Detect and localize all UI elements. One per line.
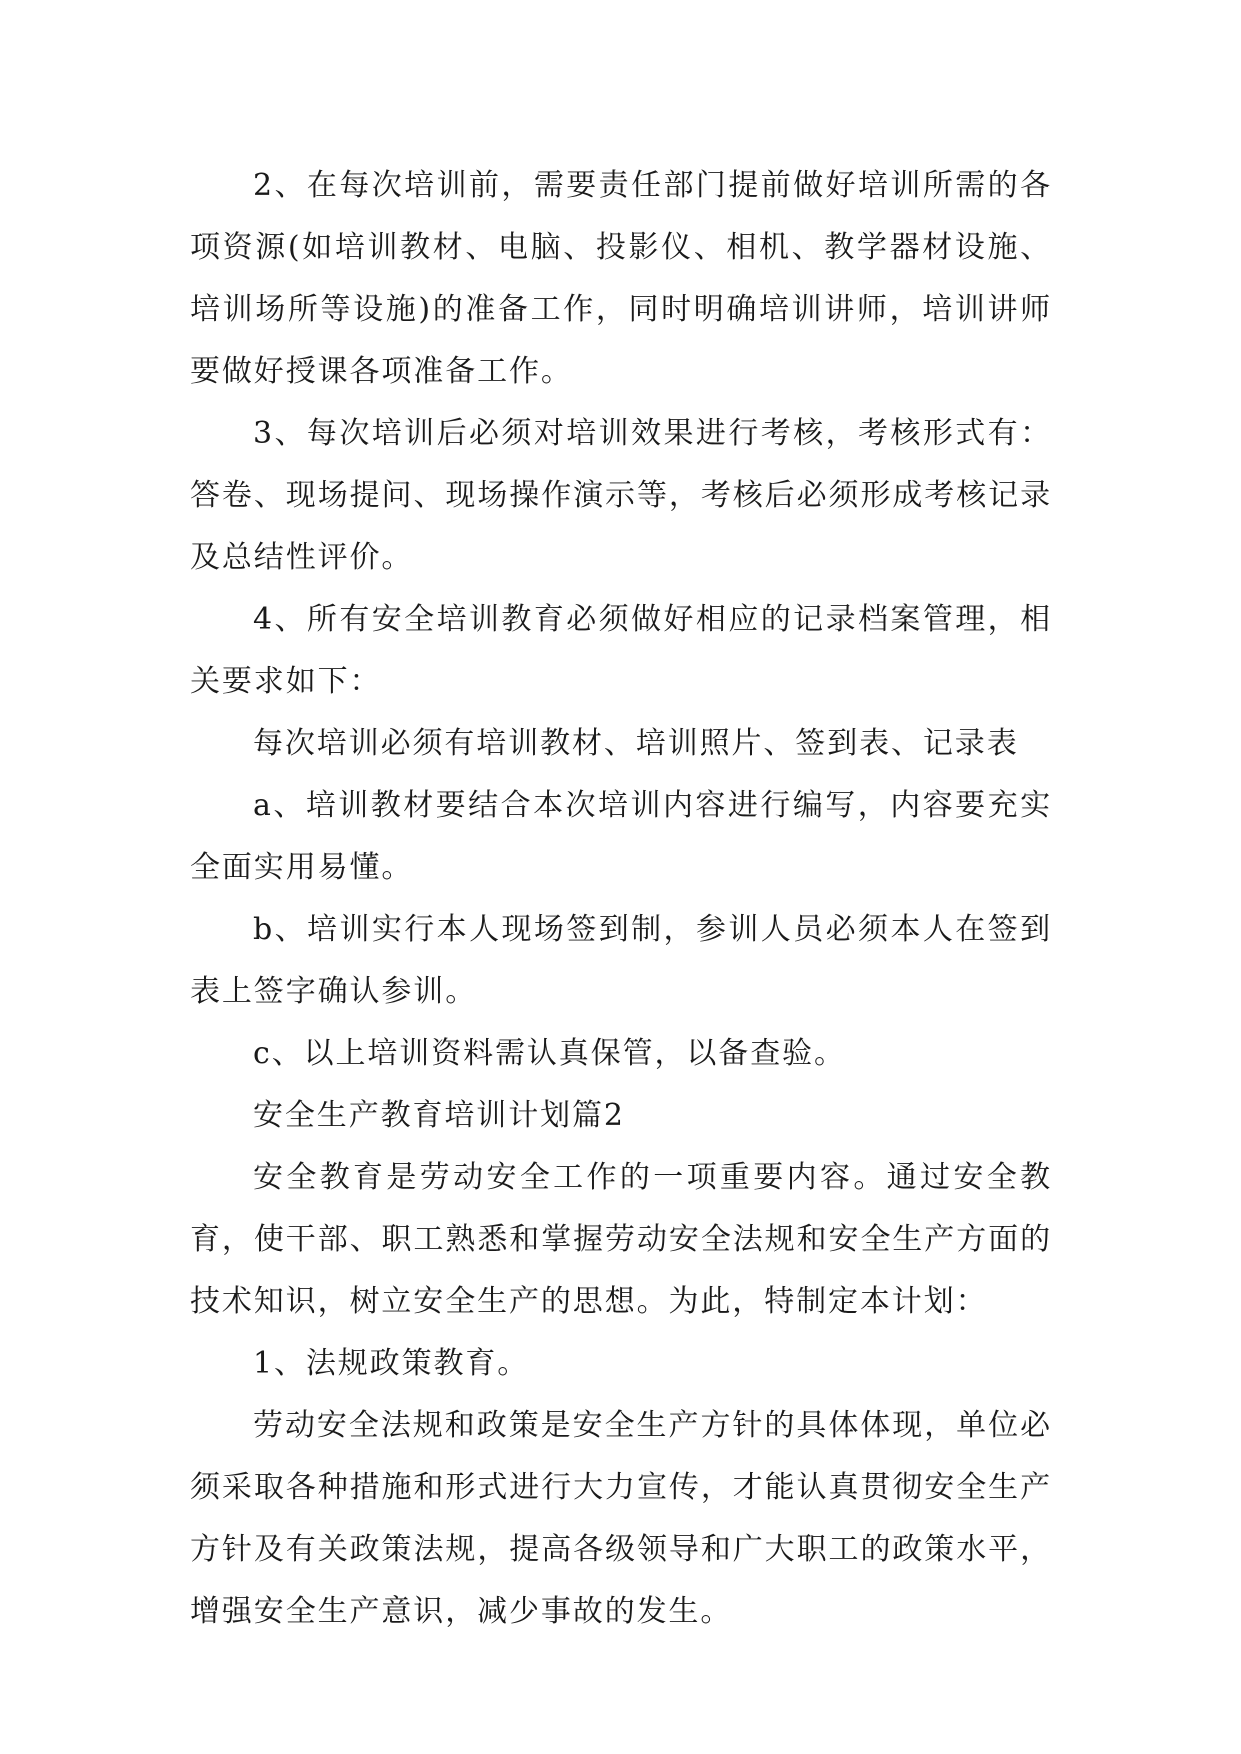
paragraph-item-b: b、培训实行本人现场签到制，参训人员必须本人在签到表上签字确认参训。 bbox=[190, 912, 1052, 1009]
paragraph-records-management: 4、所有安全培训教育必须做好相应的记录档案管理，相关要求如下： bbox=[190, 602, 1052, 699]
paragraph-training-assessment: 3、每次培训后必须对培训效果进行考核，考核形式有：答卷、现场提问、现场操作演示等，考核后必须形成考核记录及总结性评价。 bbox=[190, 416, 1052, 575]
paragraph-training-preparation: 2、在每次培训前，需要责任部门提前做好培训所需的各项资源(如培训教材、电脑、投影仪、相机、教学器材设施、培训场所等设施)的准备工作，同时明确培训讲师，培训讲师要做好授课各项准备工作。 bbox=[190, 168, 1052, 389]
document-body bbox=[190, 155, 1052, 1643]
paragraph-item-c: c、以上培训资料需认真保管，以备查验。 bbox=[253, 1036, 846, 1071]
paragraph-intro: 安全教育是劳动安全工作的一项重要内容。通过安全教育，使干部、职工熟悉和掌握劳动安全法规和安全生产方面的技术知识，树立安全生产的思想。为此，特制定本计划： bbox=[190, 1160, 1052, 1319]
paragraph-policy-education: 劳动安全法规和政策是安全生产方针的具体体现，单位必须采取各种措施和形式进行大力宣传，才能认真贯彻安全生产方针及有关政策法规，提高各级领导和广大职工的政策水平，增强安全生产意识，减少事故的发生。 bbox=[190, 1408, 1052, 1629]
paragraph-item-a: a、培训教材要结合本次培训内容进行编写，内容要充实全面实用易懂。 bbox=[190, 788, 1052, 885]
paragraph-item-1: 1、法规政策教育。 bbox=[253, 1346, 530, 1381]
paragraph-required-materials: 每次培训必须有培训教材、培训照片、签到表、记录表 bbox=[253, 726, 1019, 761]
section-heading: 安全生产教育培训计划篇2 bbox=[253, 1098, 625, 1133]
